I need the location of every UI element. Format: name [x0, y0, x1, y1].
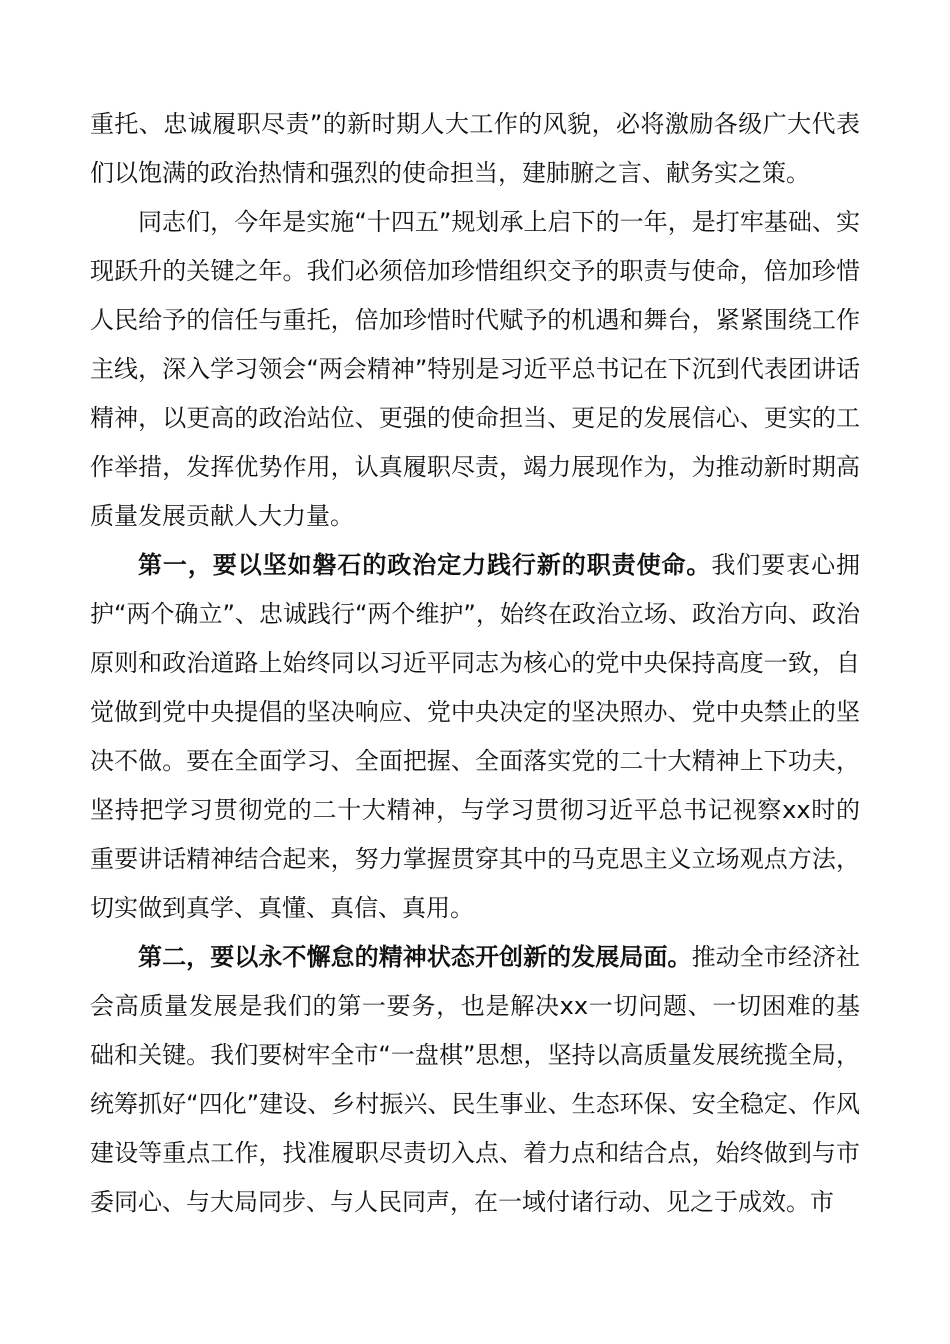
paragraph-continuation — [90, 100, 860, 198]
paragraph-text: 同志们，今年是实施“十四五”规划承上启下的一年，是打牢基础、实现跃升的关键之年。我们必须倍加珍惜组织交予的职责与使命，倍加珍惜人民给予的信任与重托，倍加珍惜时代赋予的机遇和舞台，紧紧围绕工作主线，深入学习领会“两会精神”特别是习近平总书记在下沉到代表团讲话精神，以更高的政治站位、更强的使命担当、更足的发展信心、更实的工作举措，发挥优势作用，认真履职尽责，竭力展现作为，为推动新时期高质量发展贡献人大力量。 — [90, 208, 860, 530]
paragraph-text: 推动全市经济社会高质量发展是我们的第一要务，也是解决xx一切问题、一切困难的基础和关键。我们要树牢全市“一盘棋”思想，坚持以高质量发展统揽全局，统筹抓好“四化”建设、乡村振兴、民生事业、生态环保、安全稳定、作风建设等重点工作，找准履职尽责切入点、着力点和结合点，始终做到与市委同心、与大局同步、与人民同声，在一域付诸行动、见之于成效。市 — [90, 943, 861, 1216]
paragraph-heading: 第二，要以永不懈怠的精神状态开创新的发展局面。 — [138, 943, 692, 971]
paragraph-first-point — [90, 541, 860, 933]
paragraph-text: 重托、忠诚履职尽责”的新时期人大工作的风貌，必将激励各级广大代表们以饱满的政治热情和强烈的使命担当，建肺腑之言、献务实之策。 — [90, 110, 860, 187]
paragraph-heading: 第一，要以坚如磐石的政治定力践行新的职责使命。 — [138, 551, 712, 579]
paragraph-comrades — [90, 198, 860, 541]
paragraph-text: 我们要衷心拥护“两个确立”、忠诚践行“两个维护”，始终在政治立场、政治方向、政治原则和政治道路上始终同以习近平同志为核心的党中央保持高度一致，自觉做到党中央提倡的坚决响应、党中央决定的坚决照办、党中央禁止的坚决不做。要在全面学习、全面把握、全面落实党的二十大精神上下功夫，坚持把学习贯彻党的二十大精神，与学习贯彻习近平总书记视察xx时的重要讲话精神结合起来，努力掌握贯穿其中的马克思主义立场观点方法，切实做到真学、真懂、真信、真用。 — [90, 551, 861, 922]
document-body — [90, 100, 860, 1227]
paragraph-second-point — [90, 933, 860, 1227]
